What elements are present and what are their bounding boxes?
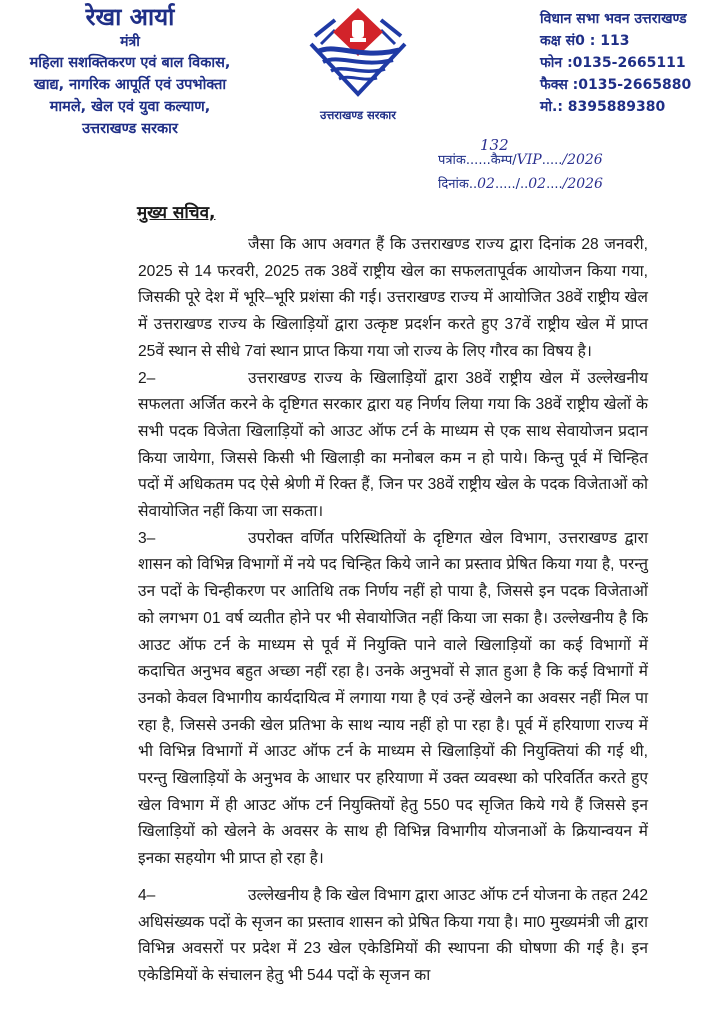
letter-number-fill: VIP <box>516 152 542 168</box>
date-label: दिनांक <box>438 177 469 192</box>
paragraph-text: उपरोक्त वर्णित परिस्थितियों के दृष्टिगत खेल विभाग, उत्तराखण्ड द्वारा शासन को विभिन्न विभागों में नये पद चिन्हित किये जाने का प्रस्ताव प्रेषित किया गया है, परन्तु उन पदों के चिन्हीकरण पर आतिथि तक निर्णय नहीं हो पाया है, जिससे इन पदक विजेताओं को लगभग 01 वर्ष व्यतीत होने पर भी सेवायोजित नहीं किया जा सका है। उल्लेखनीय है कि आउट ऑफ टर्न के माध्यम से पूर्व में नियुक्ति पाने वाले खिलाड़ियों का कई विभागों में कदाचित अनुभव बहुत अच्छा नहीं रहा है। उनके अनुभवों से ज्ञात हुआ है कि कई विभागों में उनको केवल विभागीय कार्यदायित्व में लगाया गया है एवं उन्हें खेलने का अवसर नहीं मिल पा रहा है, जिससे उनकी खेल प्रतिभा के साथ न्याय नहीं हो पा रहा है। पूर्व में हरियाणा राज्य में भी विभिन्न विभागों में आउट ऑफ टर्न के माध्यम से खिलाड़ियों की नियुक्तियां की गई थी, परन्तु खिलाड़ियों के अनुभव के आधार पर हरियाणा में उक्त व्यवस्था को परिवर्तित करते हुए खेल विभाग में ही आउट ऑफ टर्न नियुक्तियों हेतु 550 पद सृजित किये गये हैं जिससे इन खिलाड़ियों को खेलने के अवसर के साथ ही विभिन्न विभागीय योजनाओं के क्रियान्वयन में इनका सहयोग भी प्राप्त हो रहा है। <box>138 529 648 868</box>
letter-number-year: /2026 <box>562 152 603 168</box>
department-line: खाद्य, नागरिक आपूर्ति एवं उपभोक्ता <box>33 77 227 93</box>
minister-letterhead <box>0 0 260 140</box>
reference-block <box>438 136 698 198</box>
paragraph-text: उत्तराखण्ड राज्य के खिलाड़ियों द्वारा 38वें राष्ट्रीय खेल में उल्लेखनीय सफलता अर्जित करने के दृष्टिगत सरकार द्वारा यह निर्णय लिया गया कि 38वें राष्ट्रीय खेलों के सभी पदक विजेता खिलाड़ियों को आउट ऑफ टर्न के माध्यम से एक साथ सेवायोजन प्रदान किया जायेगा, जिससे किसी भी खिलाड़ी का मनोबल कम न हो पाये। किन्तु पूर्व में चिन्हित पदों में अधिकतम पद ऐसे श्रेणी में रिक्त हैं, जिन पर 38वें राष्ट्रीय खेल के पदक विजेताओं को सेवायोजित नहीं किया जा सकता। <box>138 369 648 521</box>
letter-number: 132 पत्रांक......कैम्प/VIP...../2026 <box>438 136 603 168</box>
date-day: 02 <box>477 176 495 192</box>
paragraph-number: 2– <box>138 369 156 387</box>
letter-number-printed: ......कैम्प/ <box>465 153 517 168</box>
logo-caption: उत्तराखण्ड सरकार <box>320 108 396 122</box>
designation: मंत्री <box>120 34 140 50</box>
fax-number: फैक्स :0135-2665880 <box>540 77 692 93</box>
state-emblem-icon <box>303 6 413 106</box>
minister-name: रेखा आर्या <box>85 3 175 31</box>
office-address: विधान सभा भवन उत्तराखण्ड <box>540 11 687 27</box>
paragraph <box>138 883 648 990</box>
room-number: कक्ष सं0 : 113 <box>540 33 630 49</box>
phone-number: फोन :0135-2665111 <box>540 55 686 71</box>
salutation: मुख्य सचिव, <box>137 203 216 223</box>
letter-date: दिनांक..02...../..02..../2026 <box>438 176 603 192</box>
date-year: /2026 <box>562 176 603 192</box>
paragraph <box>138 366 648 526</box>
paragraph <box>138 232 648 366</box>
mobile-number: मो.: 8395889380 <box>540 99 666 115</box>
department-line: उत्तराखण्ड सरकार <box>82 121 178 137</box>
paragraph-text: जैसा कि आप अवगत हैं कि उत्तराखण्ड राज्य द्वारा दिनांक 28 जनवरी, 2025 से 14 फरवरी, 2025 तक 38वें राष्ट्रीय खेल का सफलतापूर्वक आयोजन किया गया, जिसकी पूरे देश में भूरि–भूरि प्रशंसा की गई। उत्तराखण्ड राज्य में आयोजित 38वें राष्ट्रीय खेल में उत्तराखण्ड राज्य के खिलाड़ियों द्वारा उत्कृष्ट प्रदर्शन करते हुए 37वें राष्ट्रीय खेल में प्राप्त 25वें स्थान से सीधे 7वां स्थान प्राप्त किया गया जो राज्य के लिए गौरव का विषय है। <box>138 236 648 360</box>
paragraph-number: 3– <box>138 529 156 547</box>
paragraph <box>138 526 648 873</box>
paragraph-number: 4– <box>138 886 156 904</box>
department-line: मामले, खेल एवं युवा कल्याण, <box>49 99 211 115</box>
letter-body <box>138 232 648 990</box>
contact-block <box>540 8 720 118</box>
paragraph-text: उल्लेखनीय है कि खेल विभाग द्वारा आउट ऑफ टर्न योजना के तहत 242 अधिसंख्यक पदों के सृजन का प्रस्ताव शासन को प्रेषित किया गया है। मा0 मुख्यमंत्री जी द्वारा विभिन्न अवसरों पर प्रदेश में 23 खेल एकेडिमियों की स्थापना की घोषणा की गई है। इन एकेडिमियों के संचालन हेतु भी 544 पदों के सृजन का <box>138 886 648 984</box>
uttarakhand-govt-logo <box>298 6 418 123</box>
department-line: महिला सशक्तिकरण एवं बाल विकास, <box>29 55 231 71</box>
letter-number-label: पत्रांक <box>438 153 466 168</box>
date-month: 02 <box>528 176 547 192</box>
letter-number-handwritten: 132 <box>480 136 509 154</box>
